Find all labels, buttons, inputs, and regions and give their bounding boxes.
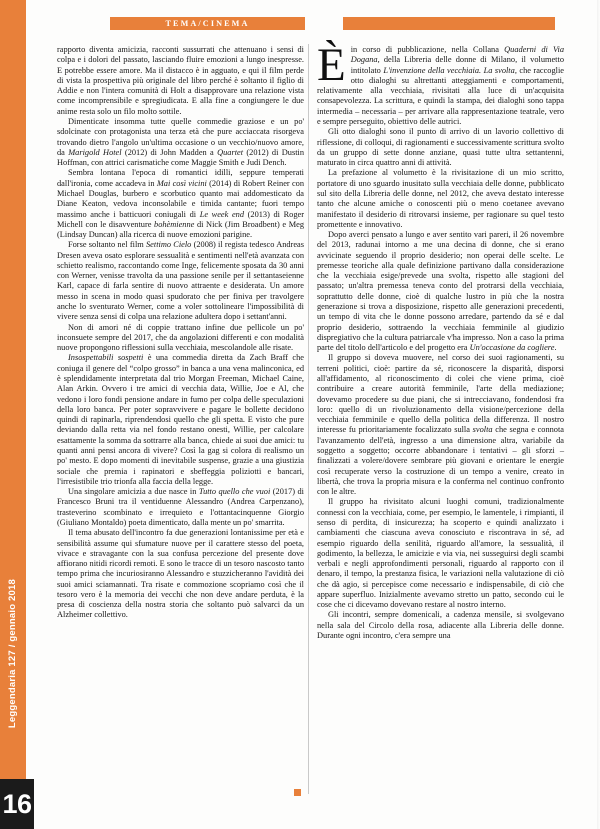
lead-paragraph: [317, 39, 564, 127]
lead-paragraph-text: in corso di pubblicazione, nella Collana Quaderni di Via Dogana, della Libreria delle donne di Milano, il volumetto intitolato L'invenzione della vecchiaia. La svolta, che raccoglie otto dialoghi su altrettanti atteggiamenti e comportamenti, relativamente alla vecchiaia, rivisitati alla luce di un'acquisita consapevolezza. La scrittura, e quindi la stampa, dei dialoghi sono tappa intermedia – necessaria – per arrivare alla rappresentazione teatrale, vero e sempre perseguito, obiettivo delle autrici.: [317, 45, 564, 126]
paragraph: Gli incontri, sempre domenicali, a cadenza mensile, si svolgevano nella sala del Circolo della rosa, adiacente alla Libreria delle donne. Durante ogni incontro, c'era sempre una: [317, 610, 564, 641]
paragraph: Dopo averci pensato a lungo e aver sentito vari pareri, il 26 novembre del 2013, radunai intorno a me una decina di donne, che si erano avvicinate seguendo il proprio desiderio; non operai delle scelte. Le premesse teoriche alla quale definizione partivano dalla considerazione che la vecchiaia esige/prevede una svolta, rispetto alle stagioni del passato; un'altra premessa teneva conto del protrarsi della vecchiaia, soprattutto delle donne, cioè di qualche lustro in più che la nostra generazione si trova a disposizione, rispetto alle generazioni precedenti, un tempo di vita che le donne possono arredare, partendo da sé e dal proprio desiderio, sottraendo la vecchiaia femminile al giudizio dispregiativo che la cultura patriarcale v'ha impresso. Non a caso la prima parte del titolo dell'articolo e del progetto era Un'occasione da cogliere.: [317, 230, 564, 353]
issue-label-text: Leggendaria 127 / gennaio 2018: [7, 579, 18, 729]
text-column-right: [317, 39, 565, 641]
paragraph: Il gruppo si doveva muovere, nel corso dei suoi ragionamenti, su terreni politici, cioè: partire da sé, riconoscere la disparità, disporsi all'affidamento, al riconoscimento di colei che viene prima, cioè contribuire a creare autorità femminile, l'arte della mediazione; dovevamo procedere su due piani, che si intrecciavano, fondendosi fra loro: quello di un rivoluzionamento della visione/percezione della vecchiaia femminile e quello della politica della differenza. Il nostro interesse fu prioritariamente focalizzato sulla svolta che segna e connota l'avanzamento dell'età, ingresso a una dimensione altra, variabile da soggetto a soggetto; occorre abbandonare i tentativi – gli sforzi – finalizzati a volere/dovere sembrare più giovani e orientare le energie così recuperate verso la costruzione di un tempo a venire, creato in libertà, che trova la propria misura e la conferma nel continuo confronto con le altre.: [317, 353, 564, 497]
paragraph: Il gruppo ha rivisitato alcuni luoghi comuni, tradizionalmente connessi con la vecchiaia, come, per esempio, le lamentele, i rimpianti, il senso di perdita, di insicurezza; ha scoperto e quindi analizzato i cambiamenti che ciascuna aveva conosciuto e riscontrava in sé, ad esempio riguardo della senilità, riguardo all'amore, la sessualità, il godimento, la bellezza, le amicizie e via via, nei susseguirsi degli scambi verbali e negli approfondimenti personali, riguardo al rapporto con il denaro, il tempo, la prestanza fisica, le variazioni nella valutazione di ciò che dà agio, si percepisce come necessario e indispensabile, di ciò che appare superfluo. Inizialmente avevamo stretto un patto, secondo cui le cose che ci dicevamo dovevano restare al nostro interno.: [317, 497, 564, 610]
section-kicker: TEMA/CINEMA: [110, 17, 305, 30]
issue-label: [0, 579, 26, 779]
kicker-rule: [343, 17, 555, 30]
end-of-article-marker: [294, 789, 301, 796]
column-divider: [308, 44, 309, 794]
paragraph: Il tema abusato dell'incontro fa due generazioni lontanissime per età e sensibilità assume qui sfumature nuove per il carattere stesso del poeta, vivace e stravagante con la sua confusa percezione del presente dove affiorano nitidi ricordi remoti. E sono le tracce di un tesoro nascosto tanto tempo prima che incuriosiranno Alessandro e stuzzicheranno l'avidità dei suoi amici sciamannati. Tra risate e commozione scopriamo così che il tesoro vero è la memoria dei vecchi che non deve andare perduta, è la presa di coscienza della nostra storia che soltanto può salvarci da un Alzheimer collettivo.: [57, 528, 304, 620]
text-column-left: [57, 45, 304, 621]
drop-cap: È: [317, 39, 346, 91]
paragraph: Non di amori né di coppie trattano infine due pellicole un po' inconsuete sempre del 2017, che da angolazioni differenti e con modalità nuove propongono riflessioni sulla vecchiaia, mescolandole alle risate.: [57, 322, 304, 353]
paragraph: Forse soltanto nel film Settimo Cielo (2008) il regista tedesco Andreas Dresen aveva osato esplorare sessualità e sentimenti nell'età avanzata con schietto realismo, raccontando come Inge, felicemente sposata da 30 anni con Werner, venisse travolta da una passione senile per il settantaseienne Karl, capace di farla sentire di nuovo attraente e desiderata. Un amore messo in scena in modo quasi spudorato che per finiva per travolgere anche lo sventurato Werner, come a voler sottolineare l'impossibilità di vivere senza sensi di colpa una relazione adultera dopo i settant'anni.: [57, 240, 304, 322]
paragraph: Dimenticate insomma tutte quelle commedie graziose e un po' sdolcinate con protagonista una terza età che pure acciaccata risorgeva trovando dietro l'angolo un'ultima occasione o un vecchio/nuovo amore, da Marigold Hotel (2012) di John Madden a Quartet (2012) di Dustin Hoffman, con attrici carismatiche come Maggie Smith e Judi Dench.: [57, 116, 304, 168]
paragraph: Gli otto dialoghi sono il punto di arrivo di un lavorio collettivo di riflessione, di colloqui, di ragionamenti e successivamente scrittura svolto da un gruppo di sette donne anziane, quasi tutte ultra settantenni, maturato in circa quattro anni di attività.: [317, 127, 565, 168]
page-number: 16: [0, 779, 34, 829]
paragraph: Una singolare amicizia a due nasce in Tutto quello che vuoi (2017) di Francesco Bruni tra il ventiduenne Alessandro (Andrea Carpenzano), trasteverino scombinato e irrequieto e l'ottantacinquenne Giorgio (Giuliano Montaldo) poeta dimenticato, dalla mente un po' smarrita.: [57, 487, 304, 527]
paragraph: Sembra lontana l'epoca di romantici idilli, seppure temperati dall'ironia, come accadeva in Mai così vicini (2014) di Robert Reiner con Michael Douglas, burbero e scorbutico quanto mai addomesticato da Diane Keaton, vedova inconsolabile e timida cantante; fuori tempo massimo anche i batticuori coniugali di Le week end (2013) di Roger Michell con le disavventure bohèmienne di Nick (Jim Broadbent) e Meg (Lindsay Duncan) alla ricerca di nuove emozioni parigine.: [57, 168, 305, 240]
paragraph: Insospettabili sospetti è una commedia diretta da Zach Braff che coniuga il genere del “colpo grosso” in banca a una vena malinconica, ed è splendidamente interpretata dal trio Morgan Freeman, Michael Caine, Alan Arkin. Ovvero i tre amici di vecchia data, Willie, Joe e Al, che vedono i loro fondi pensione andare in fumo per colpa delle speculazioni della loro banca. Per poter sopravvivere e pagare le bollette decidono quindi di rapinarla, riprendendosi quello che gli spetta. E visto che pure deviando dalla retta via nel fondo restano onesti, Willie, per calcolare esattamente la somma da sottrarre alla banca, chiede ai suoi due amici: tu quanti anni pensi ancora di vivere? Così la gag si colora di realismo un po' mesto. E dopo momenti di inevitabile suspense, grazie a una giustizia sociale che premia i rapinatori e sbeffeggia poliziotti e bancari, l'irresistibile trio trionfa alla faccia della legge.: [57, 353, 304, 486]
paragraph: La prefazione al volumetto è la rivisitazione di un mio scritto, portatore di uno sguardo inusitato sulla vecchiaia delle donne, pubblicato sul sito della Libreria delle donne, nel 2012, che aveva destato interesse tanto che alcune amiche o conoscenti più o meno coetanee avevano manifestato il desiderio di ritrovarsi insieme, per ragionare su quel testo promettente e innovativo.: [317, 168, 564, 229]
spine-bar: [0, 0, 26, 779]
paragraph: rapporto diventa amicizia, racconti sussurrati che attenuano i sensi di colpa e i dolori del passato, lasciando fluire emozioni a lungo inespresse. E potrebbe essere amore. Ma il distacco è in agguato, e qui il film perde di vista la prospettiva più originale del libro perché è soltanto il figlio di Addie e non l'intera comunità di Holt a disapprovare una relazione vista come incomprensibile e spregiudicata. E alla fine a congiungere le due anime resta solo un filo molto sottile.: [57, 45, 304, 116]
